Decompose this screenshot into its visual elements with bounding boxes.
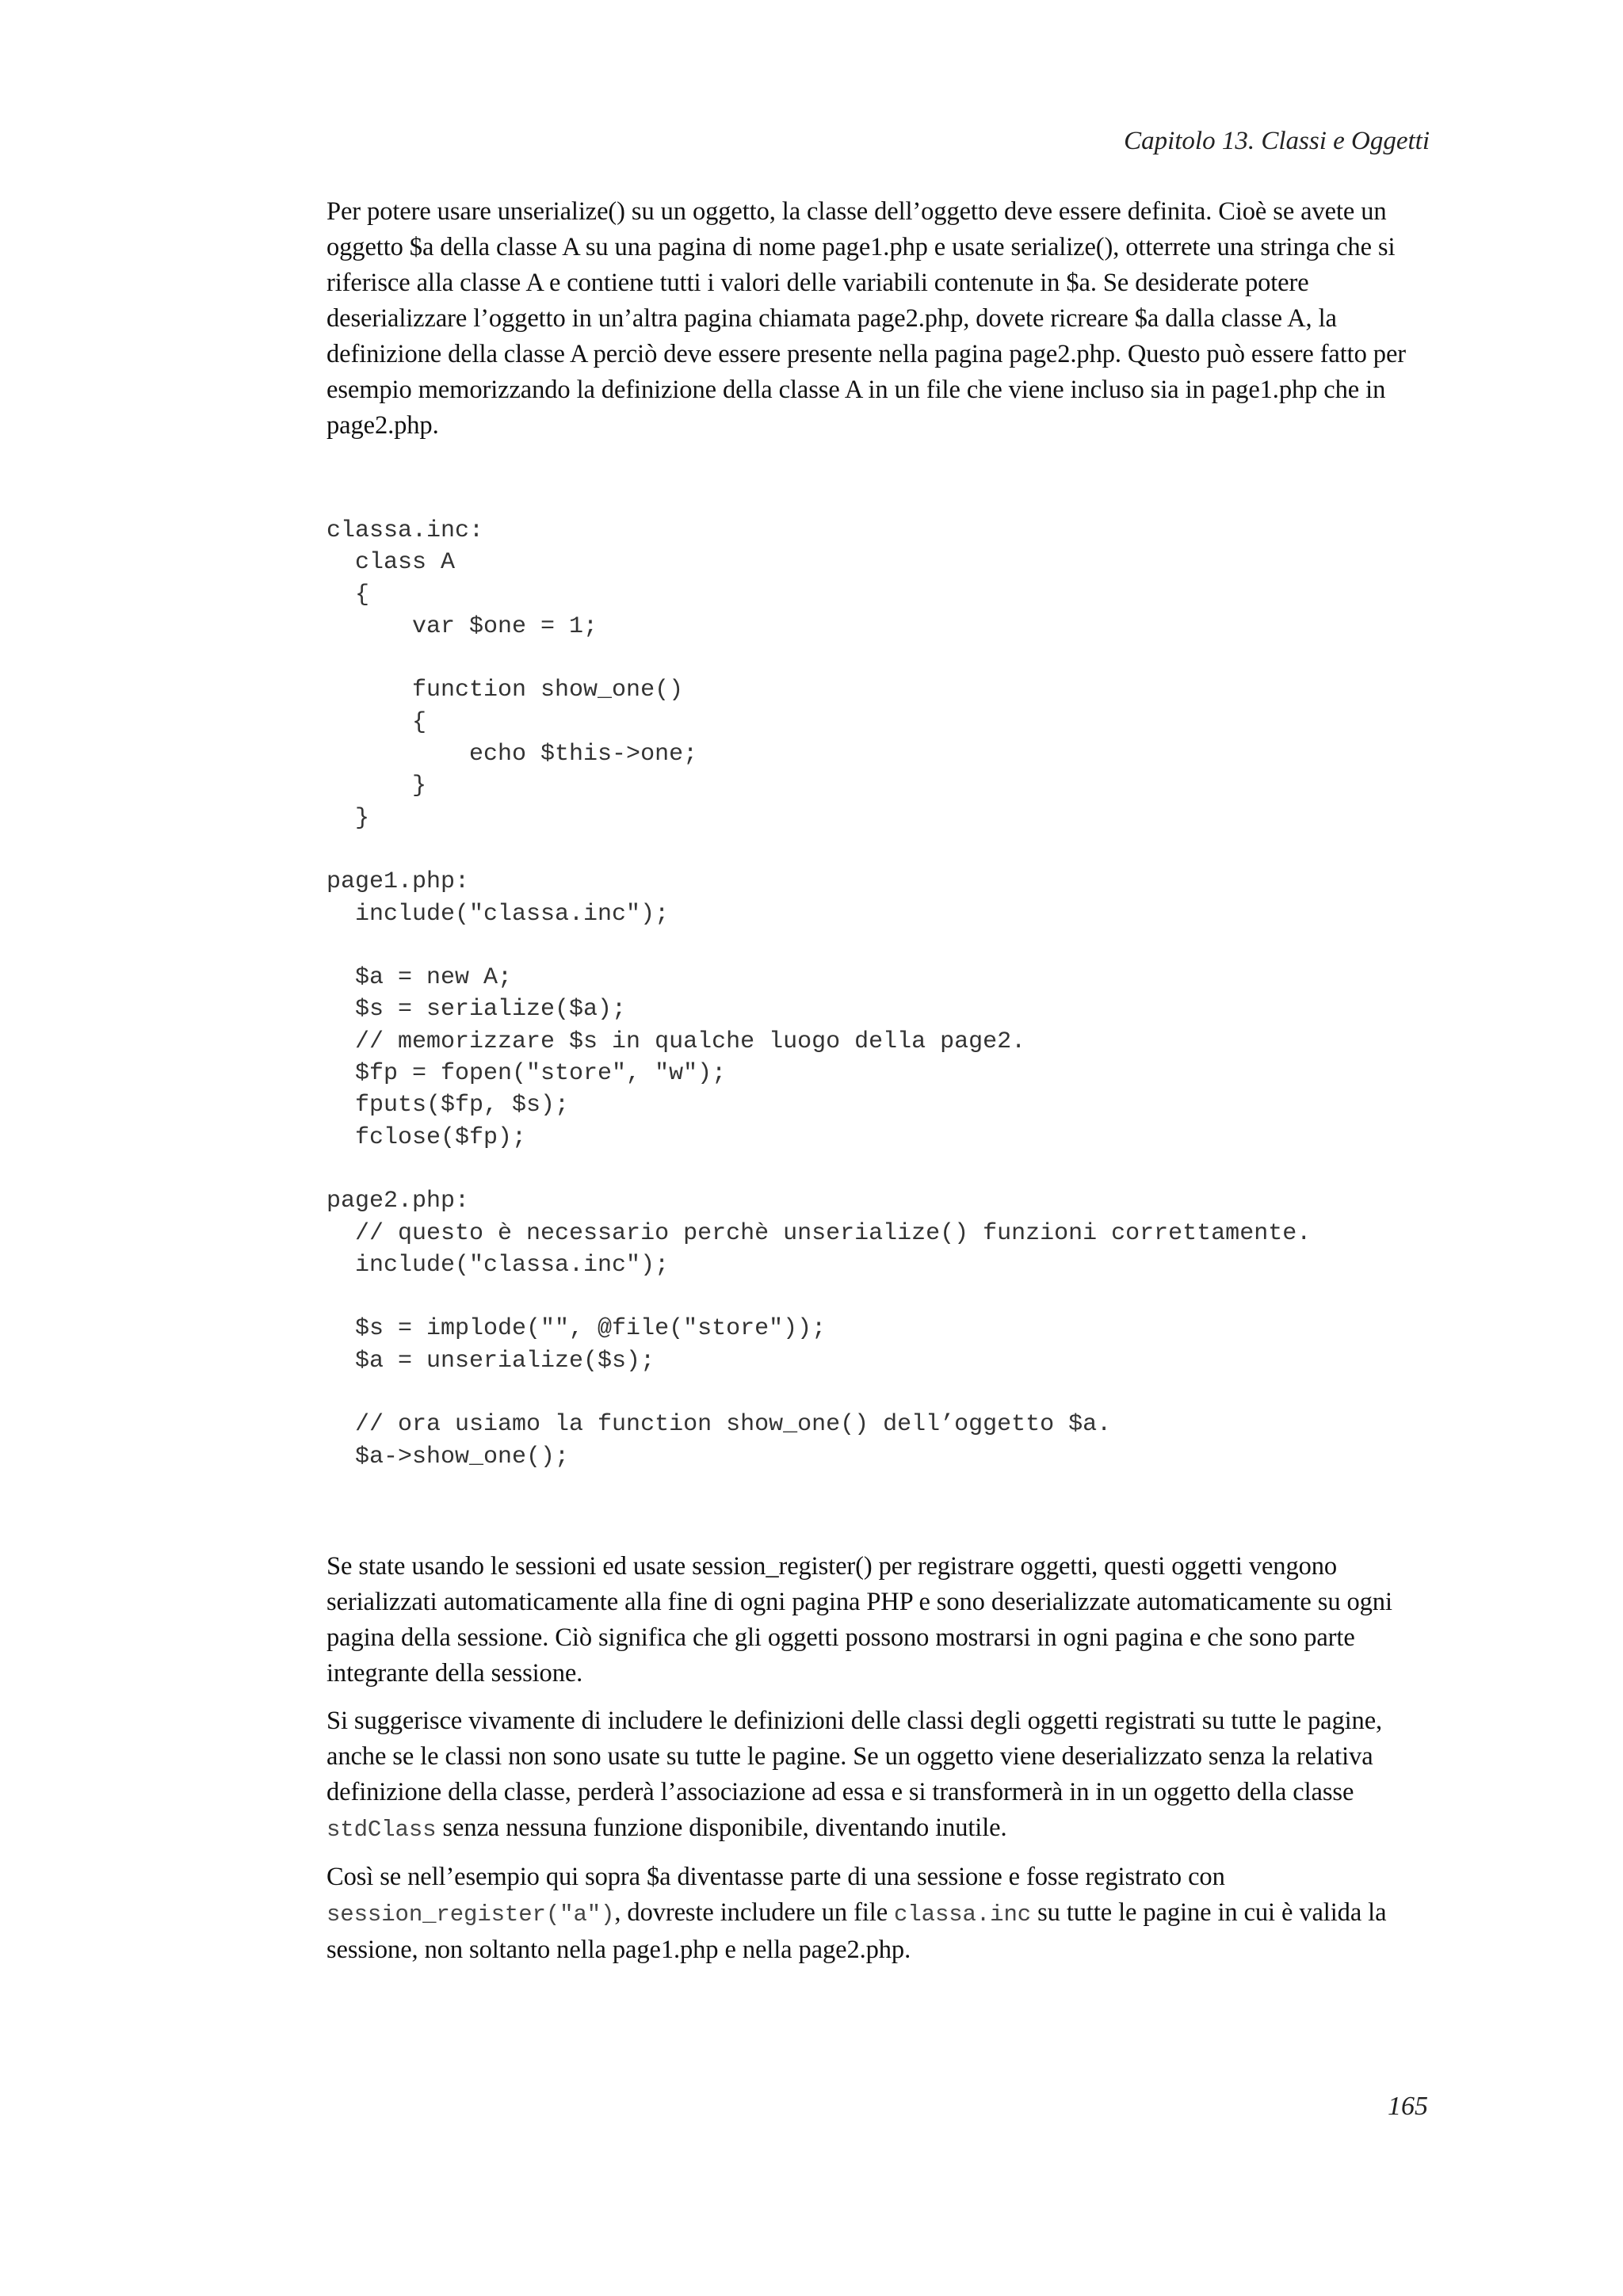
inline-code-stdclass: stdClass (327, 1816, 437, 1843)
suggestion-text-2: senza nessuna funzione disponibile, diventando inutile. (436, 1813, 1007, 1842)
example-text-3: su tutte le pagine in cui è valida la sessione, non soltanto nella page1.php e nella page2.php. (327, 1897, 1387, 1964)
example-paragraph (327, 1859, 1430, 1968)
page-content (327, 194, 1430, 1968)
example-text-2: , dovreste includere un file (614, 1897, 895, 1927)
page-number: 165 (1388, 2092, 1428, 2121)
suggestion-text-1: Si suggerisce vivamente di includere le definizioni delle classi degli oggetti registrati su tutte le pagine, anche se le classi non sono usate su tutte le pagine. Se un oggetto viene deserializzato senza la relativa definizione della classe, perderà l’associazione ad essa e si transformerà in in un oggetto della classe (327, 1706, 1383, 1806)
suggestion-paragraph (327, 1703, 1430, 1848)
running-header: Capitolo 13. Classi e Oggetti (1124, 127, 1430, 155)
sessions-paragraph: Se state usando le sessioni ed usate session_register() per registrare oggetti, questi oggetti vengono serializzati automaticamente alla fine di ogni pagina PHP e sono deserializzate automaticamente su ogni pagina della sessione. Ciò significa che gli oggetti possono mostrarsi in ogni pagina e che sono parte integrante della sessione. (327, 1551, 1392, 1688)
inline-code-session-register: session_register("a") (327, 1901, 615, 1928)
intro-paragraph: Per potere usare unserialize() su un oggetto, la classe dell’oggetto deve essere definita. Cioè se avete un oggetto $a della classe A su una pagina di nome page1.php e usate serialize(), otterrete una stringa che si riferisce alla classe A e contiene tutti i valori delle variabili contenute in $a. Se desiderate potere deserializzare l’oggetto in un’altra pagina chiamata page2.php, dovete ricreare $a dalla classe A, la definizione della classe A perciò deve essere presente nella pagina page2.php. Questo può essere fatto per esempio memorizzando la definizione della classe A in un file che viene incluso sia in page1.php che in page2.php. (327, 197, 1406, 440)
inline-code-classa-inc: classa.inc (894, 1901, 1032, 1928)
example-text-1: Così se nell’esempio qui sopra $a diventasse parte di una sessione e fosse registrato con (327, 1862, 1225, 1891)
code-example: classa.inc: class A { var $one = 1; function show_one() { echo $this->one; } } page1.php: include("classa.inc"); $a = new A; $s = serialize($a); // memorizzare $s in qualche luogo della page2. $fp = fopen("store", "w"); fputs($fp, $s); fclose($fp); page2.php: // questo è necessario perchè unserialize() funzioni correttamente. include("classa.inc"); $s = implode("", @file("store")); $a = unserialize($s); // ora usiamo la function show_one() dell’oggetto $a. $a->show_one(); (327, 517, 1312, 1470)
